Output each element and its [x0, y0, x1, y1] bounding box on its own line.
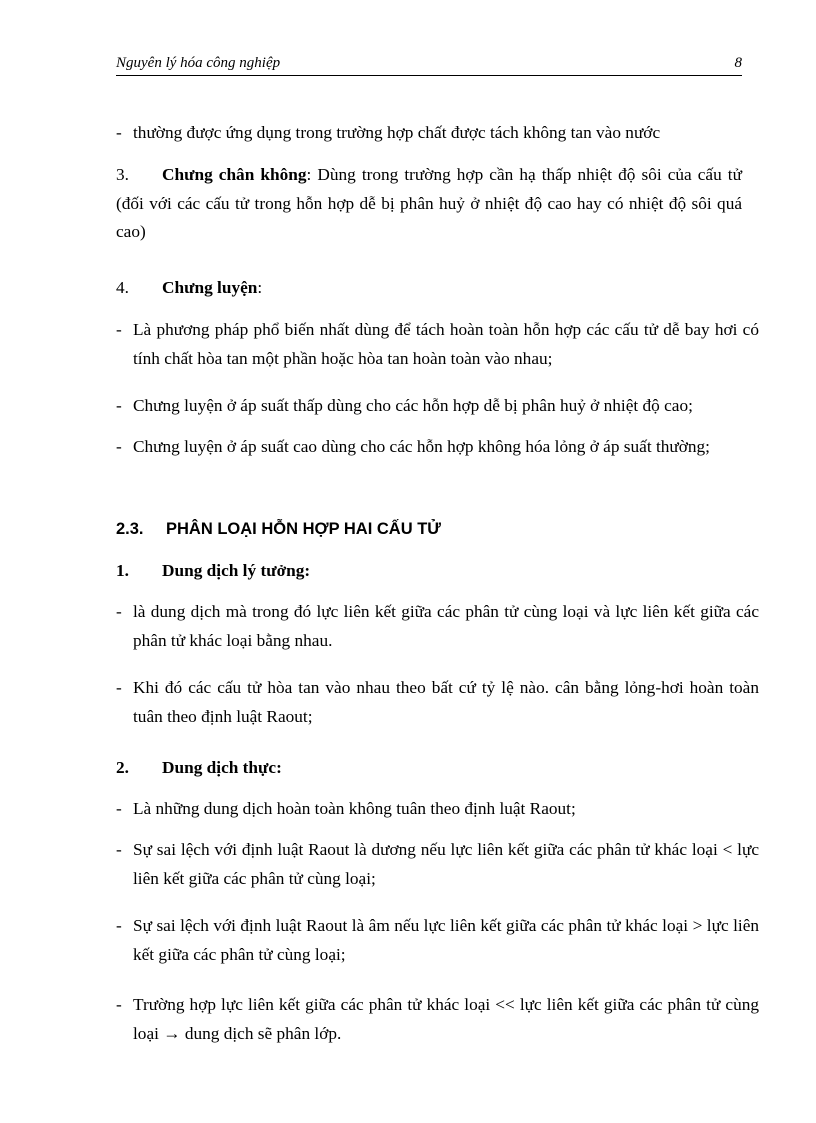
section-number: 2.3. [116, 520, 144, 538]
bullet-text: Sự sai lệch với định luật Raout là dương nếu lực liên kết giữa các phân tử khác loại < lực liên kết giữa các phân tử cùng loại; [133, 840, 759, 888]
page [116, 50, 742, 76]
bullet-paragraph: - Sự sai lệch với định luật Raout là âm nếu lực liên kết giữa các phân tử khác loại > lực liên kết giữa các phân tử cùng loại; [116, 916, 759, 964]
page-number: 8 [734, 55, 742, 71]
bullet-text: Khi đó các cấu tử hòa tan vào nhau theo bất cứ tỷ lệ nào. cân bằng lỏng-hơi hoàn toàn tuân theo định luật Raout; [133, 678, 759, 726]
subsection-heading-1 [116, 557, 742, 586]
bullet-text: Sự sai lệch với định luật Raout là âm nếu lực liên kết giữa các phân tử khác loại > lực liên kết giữa các phân tử cùng loại; [133, 916, 759, 964]
subsection-number: 1. [116, 561, 129, 580]
item-term: Chưng luyện [162, 278, 258, 297]
item-term: Chưng chân không [162, 165, 307, 184]
header-title: Nguyên lý hóa công nghiệp [116, 55, 281, 71]
bullet-text: Chưng luyện ở áp suất cao dùng cho các hỗn hợp không hóa lỏng ở áp suất thường; [133, 437, 710, 456]
bullet-paragraph: - Sự sai lệch với định luật Raout là dương nếu lực liên kết giữa các phân tử khác loại < lực liên kết giữa các phân tử cùng loại; [116, 840, 759, 888]
bullet-paragraph: - Khi đó các cấu tử hòa tan vào nhau theo bất cứ tỷ lệ nào. cân bằng lỏng-hơi hoàn toàn tuân theo định luật Raout; [116, 678, 759, 726]
bullet-paragraph: - là dung dịch mà trong đó lực liên kết giữa các phân tử cùng loại và lực liên kết giữa các phân tử khác loại bằng nhau. [116, 602, 759, 650]
section-heading [116, 515, 742, 544]
bullet-text: Chưng luyện ở áp suất thấp dùng cho các hỗn hợp dễ bị phân huỷ ở nhiệt độ cao; [133, 396, 693, 415]
bullet-paragraph: - thường được ứng dụng trong trường hợp chất được tách không tan vào nước [116, 123, 661, 142]
bullet-paragraph: - Chưng luyện ở áp suất thấp dùng cho các hỗn hợp dễ bị phân huỷ ở nhiệt độ cao; [116, 396, 693, 415]
running-header [116, 50, 742, 76]
section-title: PHÂN LOẠI HỖN HỢP HAI CẤU TỬ [166, 520, 441, 538]
bullet-paragraph: - Là phương pháp phổ biến nhất dùng để tách hoàn toàn hỗn hợp các cấu tử dễ bay hơi có tính chất hòa tan một phần hoặc hòa tan hoàn toàn vào nhau; [116, 320, 759, 368]
bullet-paragraph: - Chưng luyện ở áp suất cao dùng cho các hỗn hợp không hóa lỏng ở áp suất thường; [116, 437, 710, 456]
bullet-text: Là phương pháp phổ biến nhất dùng để tách hoàn toàn hỗn hợp các cấu tử dễ bay hơi có tính chất hòa tan một phần hoặc hòa tan hoàn toàn vào nhau; [133, 320, 759, 368]
numbered-paragraph-4 [116, 274, 742, 303]
bullet-text: thường được ứng dụng trong trường hợp chất được tách không tan vào nước [133, 123, 661, 142]
bullet-text: là dung dịch mà trong đó lực liên kết giữa các phân tử cùng loại và lực liên kết giữa các phân tử khác loại bằng nhau. [133, 602, 759, 650]
subsection-title: Dung dịch thực: [162, 758, 282, 777]
numbered-paragraph-3 [116, 161, 742, 247]
item-description: : [257, 278, 263, 297]
bullet-text: Trường hợp lực liên kết giữa các phân tử khác loại << lực liên kết giữa các phân tử cùng loại → dung dịch sẽ phân lớp. [133, 995, 759, 1043]
subsection-title: Dung dịch lý tưởng: [162, 561, 311, 580]
item-number: 4. [116, 278, 129, 297]
item-description: : Dùng trong trường hợp cần hạ thấp nhiệt độ sôi của cấu tử (đối với các cấu tử trong hỗn hợp dễ bị phân huỷ ở nhiệt độ cao hay có nhiệt độ sôi quá cao) [116, 165, 742, 241]
bullet-paragraph: - Trường hợp lực liên kết giữa các phân tử khác loại << lực liên kết giữa các phân tử cùng loại → dung dịch sẽ phân lớp. [116, 995, 759, 1043]
subsection-number: 2. [116, 758, 129, 777]
bullet-text: Là những dung dịch hoàn toàn không tuân theo định luật Raout; [133, 799, 576, 818]
subsection-heading-2 [116, 754, 742, 783]
item-number: 3. [116, 165, 129, 184]
bullet-paragraph: - Là những dung dịch hoàn toàn không tuân theo định luật Raout; [116, 799, 576, 818]
